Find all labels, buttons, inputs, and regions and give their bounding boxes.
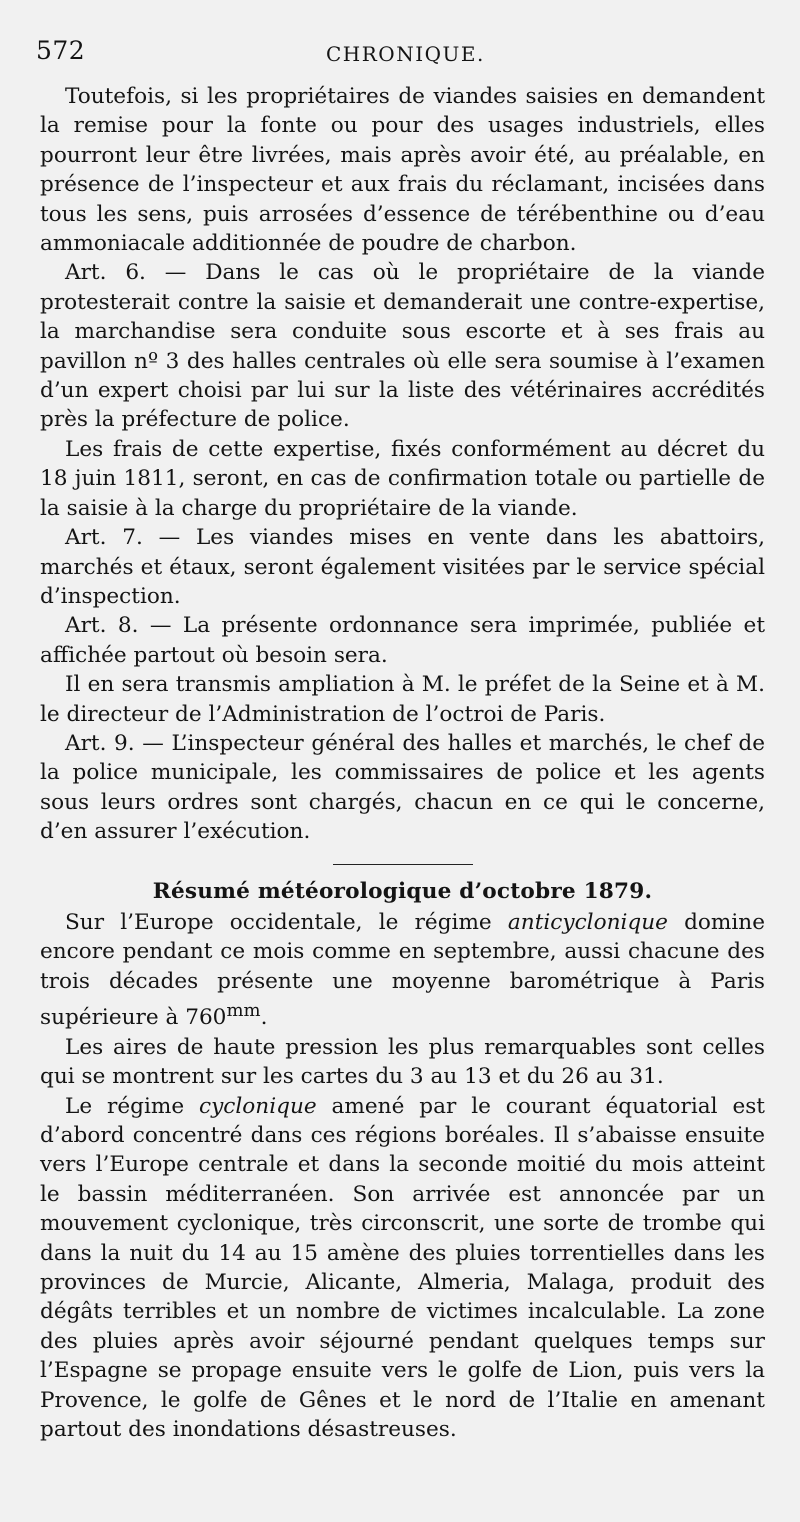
paragraph-ampliation: Il en sera transmis ampliation à M. le préfet de la Seine et à M. le directeur de l’Administration de l’octroi de Paris. — [40, 672, 765, 727]
italic-term: anticyclonique — [507, 909, 668, 935]
paragraph-article-6: Art. 6. — Dans le cas où le propriétaire de la viande protesterait contre la saisie et demanderait une contre-expertise, la marchandise sera conduite sous escorte et à ses frais au pavillon nº 3 des halles centrales où elle sera soumise à l’examen d’un expert choisi par lui sur la liste des vétérinaires accrédités près la préfecture de police. — [40, 260, 765, 433]
paragraph-anticyclonic-regime — [40, 908, 765, 1033]
text-run: . — [260, 1005, 268, 1031]
paragraph-article-9: Art. 9. — L’inspecteur général des halles et marchés, le chef de la police municipale, les commissaires de police et les agents sous leurs ordres sont chargés, chacun en ce qui le concerne, d’en assurer l’exécution. — [40, 730, 765, 845]
italic-term: cyclonique — [199, 1093, 317, 1119]
page-number: 572 — [36, 36, 86, 65]
text-run: Le régime — [65, 1093, 200, 1119]
paragraph-cyclonic-regime — [40, 1092, 765, 1445]
running-title: CHRONIQUE. — [326, 42, 485, 66]
text-run: Sur l’Europe occidentale, le régime — [65, 909, 508, 935]
paragraph-meat-disposal: Toutefois, si les propriétaires de viandes saisies en demandent la remise pour la fonte ou pour des usages industriels, elles pourront leur être livrées, mais après avoir été, au préalable, en présence de l’inspecteur et aux frais du réclamant, incisées dans tous les sens, puis arrosées d’essence de térébenthine ou d’eau ammoniacale additionnée de poudre de charbon. — [40, 84, 765, 257]
paragraph-article-8: Art. 8. — La présente ordonnance sera imprimée, publiée et affichée partout où besoin sera. — [40, 613, 765, 668]
paragraph-expertise-fees: Les frais de cette expertise, fixés conformément au décret du 18 juin 1811, seront, en cas de confirmation totale ou partielle de la saisie à la charge du propriétaire de la viande. — [40, 436, 765, 521]
text-run: domine encore pendant ce mois comme en septembre, aussi chacune des trois décades présente une moyenne barométrique à Paris supérieure à 760 — [40, 909, 765, 1031]
page-header — [36, 36, 764, 76]
paragraph-article-7: Art. 7. — Les viandes mises en vente dans les abattoirs, marchés et étaux, seront également visitées par le service spécial d’inspection. — [40, 525, 765, 609]
section-heading: Résumé météorologique d’octobre 1879. — [152, 878, 653, 904]
paragraph-high-pressure: Les aires de haute pression les plus remarquables sont celles qui se montrent sur les cartes du 3 au 13 et du 26 au 31. — [40, 1034, 765, 1090]
section-divider — [333, 864, 473, 865]
unit-superscript: mm — [226, 1000, 261, 1022]
body-text — [40, 82, 765, 1444]
text-run: amené par le courant équatorial est d’abord concentré dans ces régions boréales. Il s’abaisse ensuite vers l’Europe centrale et dans la seconde moitié du mois atteint le bassin méditerranéen. Son arrivée est annoncée par un mouvement cyclonique, très circonscrit, une sorte de trombe qui dans la nuit du 14 au 15 amène des pluies torrentielles dans les provinces de Murcie, Alicante, Almeria, Malaga, produit des dégâts terribles et un nombre de victimes incalculable. La zone des pluies après avoir séjourné pendant quelques temps sur l’Espagne se propage ensuite vers le golfe de Lion, puis vers la Provence, le golfe de Gênes et le nord de l’Italie en amenant partout des inondations désastreuses. — [40, 1093, 765, 1443]
